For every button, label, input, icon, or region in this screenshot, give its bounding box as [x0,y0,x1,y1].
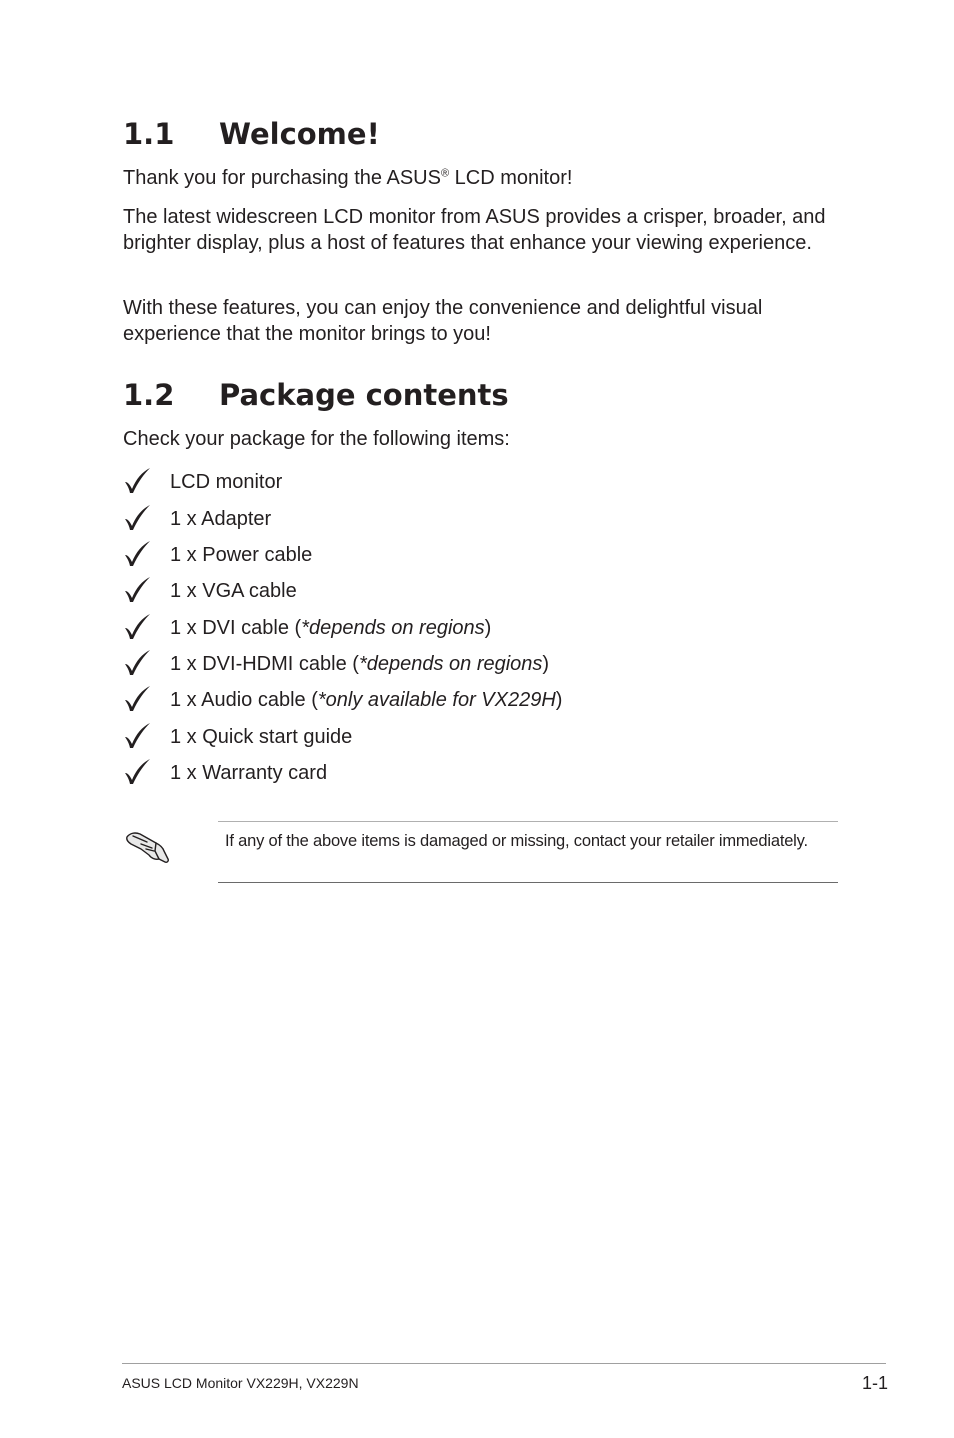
item-note: *depends on regions [301,617,485,639]
package-item-label: 1 x DVI-HDMI cable (*depends on regions) [170,653,550,675]
package-item [123,647,549,677]
section-title: Package contents [219,378,509,412]
package-intro: Check your package for the following items: [123,428,510,450]
item-note: *depends on regions [358,653,543,675]
package-item-label: 1 x DVI cable (*depends on regions) [170,617,492,639]
checkmark-icon [123,722,151,750]
welcome-paragraph-features: The latest widescreen LCD monitor from ASUS provides a crisper, broader, and brighter display, plus a host of features that enhance your viewing experience. [123,206,826,254]
checkmark-icon [123,504,151,532]
checkmark-icon [123,467,151,495]
section-title: Welcome! [219,117,380,151]
package-item [123,756,327,786]
checkmark-icon [123,540,151,568]
package-item-label: 1 x Power cable [170,544,313,566]
package-item [123,611,491,641]
note-callout [218,821,838,883]
footer-product-name: ASUS LCD Monitor VX229H, VX229N [122,1375,359,1391]
note-text: If any of the above items is damaged or missing, contact your retailer immediately. [225,832,808,850]
package-item-label: 1 x Warranty card [170,762,328,784]
package-item [123,502,271,532]
package-item [123,720,352,750]
welcome-paragraph-convenience: With these features, you can enjoy the convenience and delightful visual experience that the monitor brings to you! [123,297,763,345]
footer-page-number: 1-1 [862,1373,889,1393]
section-number: 1.2 [123,378,175,412]
registered-mark: ® [440,167,450,180]
footer-divider [122,1363,886,1364]
checkmark-icon [123,758,151,786]
checkmark-icon [123,613,151,641]
package-item [123,683,562,713]
section-number: 1.1 [123,117,175,151]
package-item [123,465,282,495]
package-item-label: 1 x VGA cable [170,580,297,602]
package-item-label: 1 x Adapter [170,508,272,530]
section-heading-package-contents [123,378,509,412]
welcome-intro: Thank you for purchasing the ASUS® LCD monitor! [123,167,573,189]
checkmark-icon [123,649,151,677]
checkmark-icon [123,685,151,713]
section-heading-welcome [123,117,380,151]
package-item [123,574,297,604]
checkmark-icon [123,576,151,604]
package-item-label: 1 x Quick start guide [170,726,353,748]
package-item-label: LCD monitor [170,471,283,493]
package-item [123,538,312,568]
hand-note-icon [125,826,171,864]
package-item-label: 1 x Audio cable (*only available for VX229H) [170,689,563,711]
item-note: *only available for VX229H [317,689,556,711]
